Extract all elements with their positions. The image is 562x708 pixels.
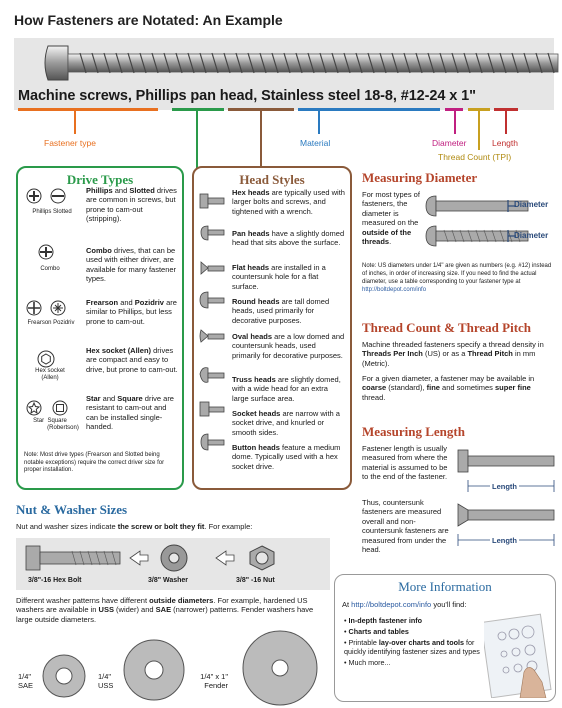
nut-caption: 3/8" -16 Nut bbox=[236, 577, 275, 584]
head-text-round: Round heads are tall domed heads, used primarily for decorative purposes. bbox=[232, 297, 330, 325]
drive-types-title: Drive Types bbox=[66, 172, 134, 187]
washer-sae-label: 1/4" SAE bbox=[18, 672, 34, 690]
thread-count-p1: Machine threaded fasteners specify a thread density in Threads Per Inch (US) or as a Thread Pitch in mm (Metric). bbox=[362, 340, 544, 368]
nut-washer-intro: Nut and washer sizes indicate the screw or bolt they fit. For example: bbox=[16, 522, 253, 531]
hex-socket-caption: Hex socket bbox=[35, 368, 65, 374]
measuring-diameter-note: Note: US diameters under 1/4" are given as numbers (e.g. #12) instead of inches, in order of increasing size. If you need to find the actual diameter, use a table corresponding to your fastener type at http://boltdepot.com/info bbox=[362, 263, 552, 294]
list-item: • Charts and tables bbox=[344, 627, 409, 636]
slotted-caption: Slotted bbox=[53, 209, 72, 215]
washer-caption: 3/8" Washer bbox=[148, 577, 189, 584]
machine-screw-illustration bbox=[40, 42, 560, 84]
drive-types-note: Note: Most drive types (Frearson and Slotted being notable exceptions) require the correct driver size for proper installation. bbox=[24, 452, 165, 473]
drive-underline bbox=[172, 108, 224, 111]
washer-patterns-text: Different washer patterns have different outside diameters. For example, hardened US washers are available in USS (wider) and SAE (narrower) patterns. Fender washers have large outside diameters. bbox=[16, 596, 314, 624]
phillips-caption: Phillips bbox=[32, 209, 52, 215]
washer-size-illustration bbox=[14, 630, 334, 706]
head-text-hex: Hex heads are typically used with larger bolts and screws, and tightened with a wrench. bbox=[232, 188, 345, 216]
pozidriv-caption: Pozidriv bbox=[53, 320, 75, 326]
drive-caption-1 bbox=[22, 209, 82, 216]
frearson-caption: Frearson bbox=[27, 320, 52, 326]
nut-washer-title: Nut & Washer Sizes bbox=[16, 502, 128, 517]
head-style-icons bbox=[198, 188, 228, 468]
head-connector bbox=[260, 110, 262, 168]
drive-caption-4 bbox=[22, 368, 78, 382]
thread-connector bbox=[478, 110, 480, 150]
diameter-label-2: Diameter bbox=[514, 231, 549, 240]
more-info-intro: At http://boltdepot.com/info you'll find: bbox=[342, 600, 467, 609]
list-item: • Much more... bbox=[344, 658, 391, 667]
thread-count-label: Thread Count (TPI) bbox=[438, 152, 512, 162]
measuring-length-p1: Fastener length is usually measured from where the material is assumed to be to the end of the fastener. bbox=[362, 444, 448, 482]
drive-type-icons bbox=[22, 186, 78, 436]
head-text-socket: Socket heads are narrow with a socket drive, and knurled or smooth sides. bbox=[232, 409, 340, 437]
drive-text-star-square: Star and Square drive are resistant to cam-out and can be installed single-handed. bbox=[86, 394, 174, 432]
length-label-1: Length bbox=[492, 482, 517, 491]
more-info-title: More Information bbox=[398, 579, 492, 594]
fastener-type-label: Fastener type bbox=[44, 138, 96, 148]
drive-text-hex-socket: Hex socket (Allen) drives are compact and easy to drive, but prone to cam-out. bbox=[86, 346, 178, 374]
diameter-label-1: Diameter bbox=[514, 200, 549, 209]
head-text-truss: Truss heads are slightly domed, with a wide head for an extra large surface area. bbox=[232, 375, 341, 403]
material-connector bbox=[318, 110, 320, 134]
list-item: • Printable lay-over charts and tools for quickly identifying fastener sizes and types bbox=[344, 638, 480, 656]
drive-text-combo: Combo drives, that can be used with either driver, are available for many fastener types. bbox=[86, 246, 177, 284]
head-text-pan: Pan heads have a slightly domed head that sits above the surface. bbox=[232, 229, 345, 248]
head-text-flat: Flat heads are installed in a countersunk hole for a flat surface. bbox=[232, 263, 326, 291]
thread-count-p2: For a given diameter, a fastener may be available in coarse (standard), fine and sometimes super fine thread. bbox=[362, 374, 535, 402]
list-item: • In-depth fastener info bbox=[344, 616, 422, 625]
robertson-caption: (Robertson) bbox=[47, 425, 79, 432]
diameter-label: Diameter bbox=[432, 138, 467, 148]
material-label: Material bbox=[300, 138, 331, 148]
hex-bolt-caption: 3/8"-16 Hex Bolt bbox=[28, 577, 82, 584]
combo-caption: Combo bbox=[40, 266, 60, 272]
measuring-diameter-title: Measuring Diameter bbox=[362, 170, 478, 185]
bolt-washer-nut-illustration bbox=[22, 542, 322, 576]
measuring-length-p2: Thus, countersunk fasteners are measured overall and non-countersunk fasteners are measured from under the head. bbox=[362, 498, 449, 554]
drive-text-frearson: Frearson and Pozidriv are similar to Phillips, but less prone to cam-out. bbox=[86, 298, 177, 326]
page-title: How Fasteners are Notated: An Example bbox=[14, 12, 283, 28]
drive-caption-5 bbox=[20, 418, 80, 432]
drive-connector bbox=[196, 110, 198, 168]
boltdepot-link[interactable]: http://boltdepot.com/info bbox=[351, 600, 432, 609]
washer-uss-label: 1/4" USS bbox=[98, 672, 114, 690]
lay-over-chart-image bbox=[484, 612, 552, 698]
thread-count-title: Thread Count & Thread Pitch bbox=[362, 320, 532, 335]
head-text-button: Button heads feature a medium dome. Typically used with a hex socket drive. bbox=[232, 443, 341, 471]
head-styles-title: Head Styles bbox=[239, 172, 305, 187]
measuring-diameter-text: For most types of fasteners, the diameter is measured on the outside of the threads. bbox=[362, 190, 420, 246]
allen-caption: (Allen) bbox=[41, 375, 59, 382]
length-label: Length bbox=[492, 138, 518, 148]
length-connector bbox=[505, 110, 507, 134]
fastener-notation-example: Machine screws, Phillips pan head, Stainless steel 18-8, #12-24 x 1" bbox=[18, 88, 476, 104]
length-diagram bbox=[456, 448, 558, 548]
drive-text-phillips-slotted: Phillips and Slotted drives are common in screws, but prone to cam-out (stripping). bbox=[86, 186, 177, 224]
more-info-list bbox=[344, 616, 484, 669]
washer-fender-label: 1/4" x 1" Fender bbox=[200, 672, 228, 690]
star-caption: Star bbox=[33, 418, 45, 424]
measuring-length-title: Measuring Length bbox=[362, 424, 465, 439]
length-label-2: Length bbox=[492, 536, 517, 545]
fastener-type-underline bbox=[18, 108, 158, 111]
drive-caption-3 bbox=[20, 320, 82, 327]
square-caption: Square bbox=[47, 418, 67, 424]
head-text-oval: Oval heads are a low domed and countersunk heads, used primarily for decorative purposes. bbox=[232, 332, 345, 360]
diameter-connector bbox=[454, 110, 456, 134]
fastener-type-connector bbox=[74, 110, 76, 134]
